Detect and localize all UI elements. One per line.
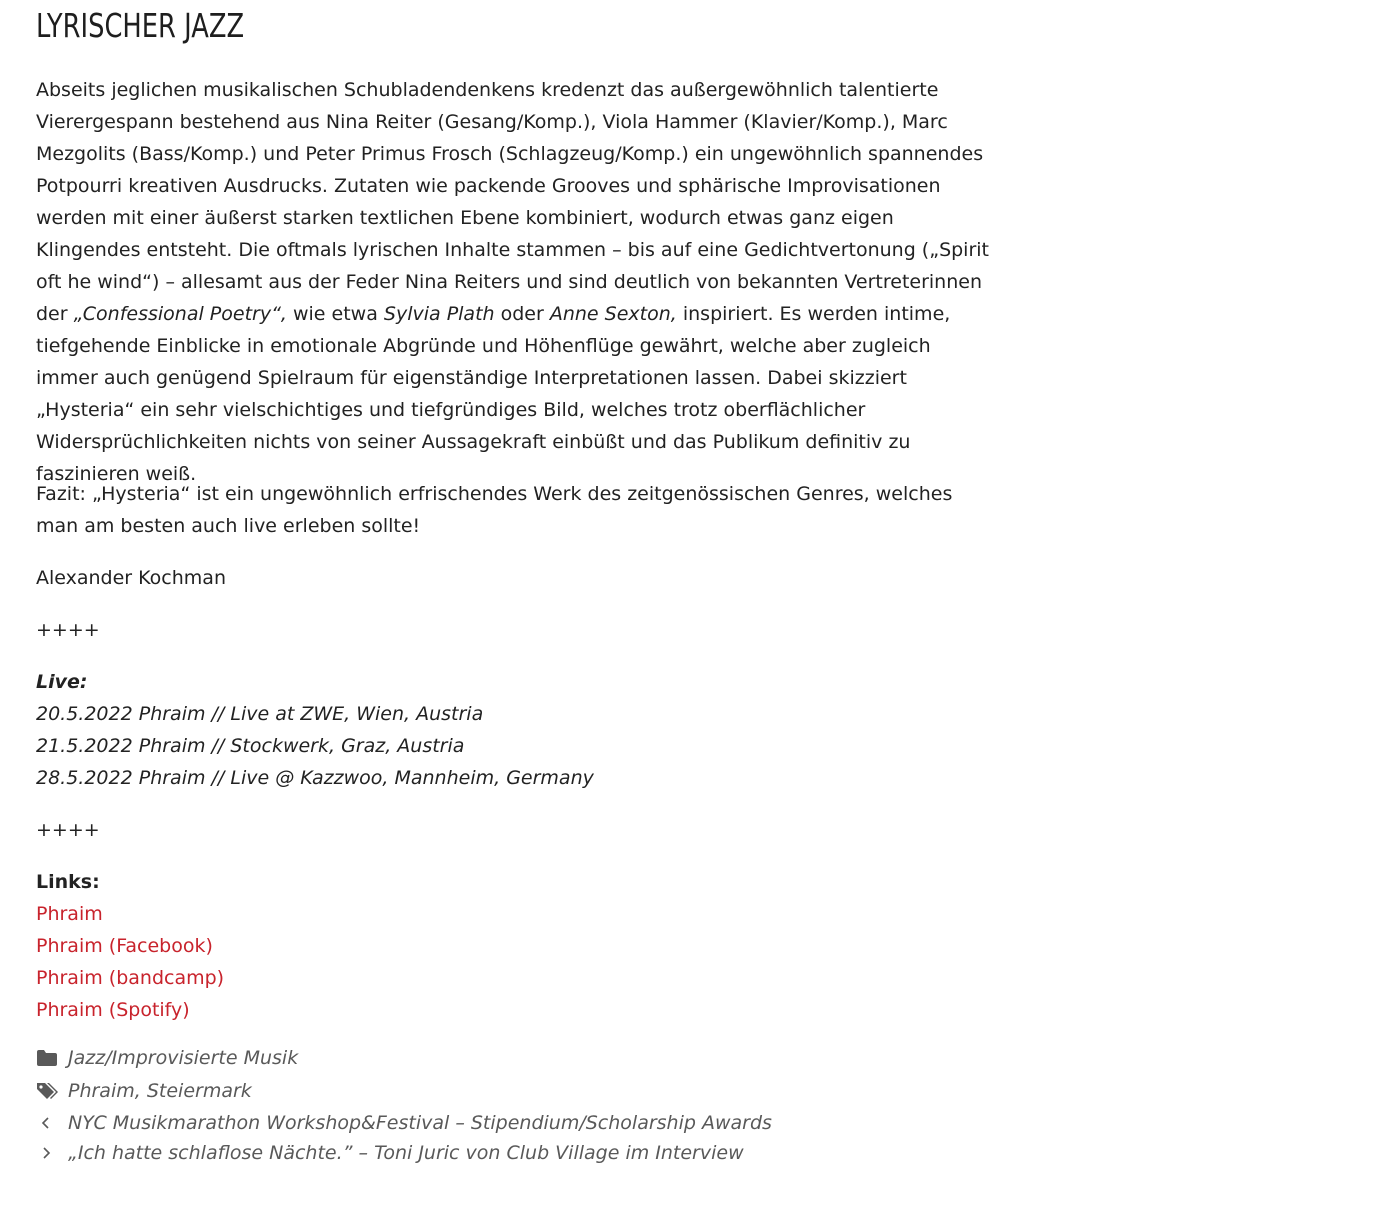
chevron-left-icon: [40, 1116, 52, 1130]
italic-name: Anne Sexton,: [549, 303, 677, 325]
tags-icon: [36, 1081, 58, 1101]
links-list: [36, 866, 996, 1026]
live-label: Live:: [36, 671, 88, 693]
live-date: 28.5.2022 Phraim // Live @ Kazzwoo, Mannheim, Germany: [36, 767, 594, 789]
tag-separator: ,: [134, 1080, 147, 1102]
tag-link[interactable]: Phraim: [68, 1080, 135, 1102]
separator: ++++: [36, 819, 100, 841]
author-name: Alexander Kochman: [36, 567, 226, 589]
live-dates: [36, 666, 996, 794]
folder-icon: [36, 1048, 58, 1068]
links-label: Links:: [36, 871, 100, 893]
italic-name: Sylvia Plath: [383, 303, 495, 325]
live-date: 21.5.2022 Phraim // Stockwerk, Graz, Austria: [36, 735, 465, 757]
next-post-link[interactable]: „Ich hatte schlaflose Nächte.” – Toni Juric von Club Village im Interview: [68, 1142, 744, 1164]
tag-link[interactable]: Steiermark: [146, 1080, 252, 1102]
fazit-paragraph: Fazit: „Hysteria“ ist ein ungewöhnlich erfrischendes Werk des zeitgenössischen Genres, welches man am besten auch live erleben sollte!: [36, 483, 953, 537]
link-phraim-spotify[interactable]: Phraim (Spotify): [36, 999, 190, 1021]
live-date: 20.5.2022 Phraim // Live at ZWE, Wien, Austria: [36, 703, 484, 725]
italic-term: „Confessional Poetry“,: [73, 303, 287, 325]
chevron-right-icon: [40, 1146, 52, 1160]
previous-post-link[interactable]: NYC Musikmarathon Workshop&Festival – Stipendium/Scholarship Awards: [68, 1112, 772, 1134]
link-phraim-facebook[interactable]: Phraim (Facebook): [36, 935, 213, 957]
article-paragraph: Abseits jeglichen musikalischen Schubladendenkens kredenzt das außergewöhnlich talentierte Vierergespann bestehend aus Nina Reiter (Gesang/Komp.), Viola Hammer (Klavier/Komp.), Marc Mezgolits (Bass/Komp.) und Peter Primus Frosch (Schlagzeug/Komp.) ein ungewöhnlich spannendes Potpourri kreativen Ausdrucks. Zutaten wie packende Grooves und sphärische Improvisationen werden mit einer äußerst starken textlichen Ebene kombiniert, wodurch etwas ganz eigen Klingendes entsteht. Die oftmals lyrischen Inhalte stammen – bis auf eine Gedichtvertonung („Spirit oft he wind“) – allesamt aus der Feder Nina Reiters und sind deutlich von bekannten Vertreterinnen der „Confessional Poetry“, wie etwa Sylvia Plath oder Anne Sexton, inspiriert. Es werden intime, tiefgehende Einblicke in emotionale Abgründe und Höhenflüge gewährt, welche aber zugleich immer auch genügend Spielraum für eigenständige Interpretationen lassen. Dabei skizziert „Hysteria“ ein sehr vielschichtiges und tiefgründiges Bild, welches trotz oberflächlicher Widersprüchlichkeiten nichts von seiner Aussagekraft einbüßt und das Publikum definitiv zu faszinieren weiß.: [36, 79, 990, 485]
category-link[interactable]: Jazz/Improvisierte Musik: [68, 1047, 299, 1069]
link-phraim[interactable]: Phraim: [36, 903, 103, 925]
section-heading: LYRISCHER JAZZ: [36, 6, 245, 45]
link-phraim-bandcamp[interactable]: Phraim (bandcamp): [36, 967, 225, 989]
separator: ++++: [36, 619, 100, 641]
